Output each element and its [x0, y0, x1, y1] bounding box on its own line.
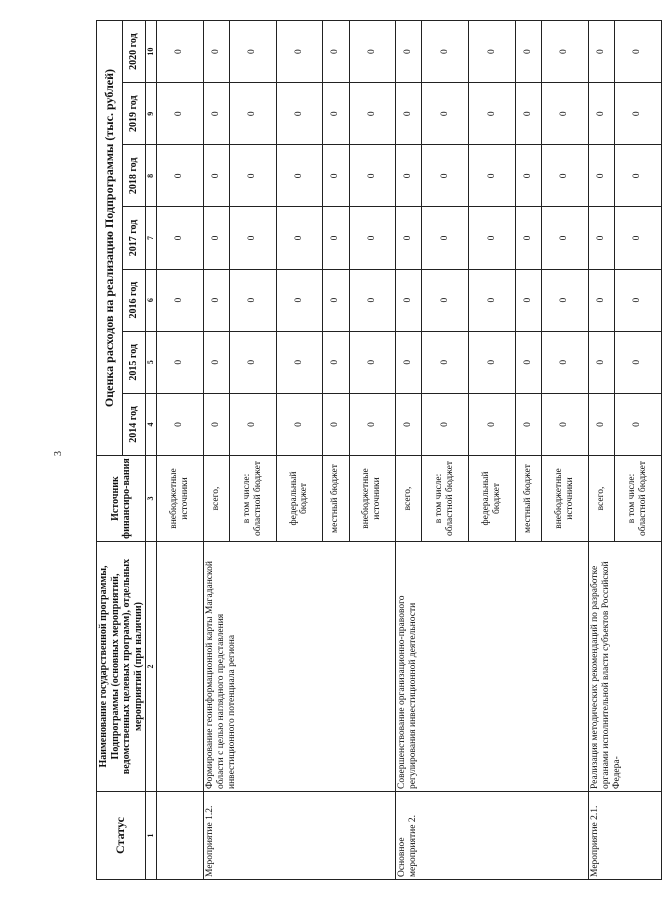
source-cell: внебюджетные источники	[542, 456, 589, 542]
column-number: 4	[146, 393, 157, 455]
value-cell: 0	[276, 145, 323, 207]
rotated-page	[96, 20, 648, 880]
column-number: 6	[146, 269, 157, 331]
header-year: 2017 год	[123, 207, 146, 269]
source-cell: в том числе: областной бюджет	[614, 456, 661, 542]
value-cell: 0	[157, 21, 204, 83]
value-cell: 0	[349, 393, 396, 455]
value-cell: 0	[276, 393, 323, 455]
value-cell: 0	[614, 331, 661, 393]
measure-name-cell: Реализация методических рекомендаций по разработке органами исполнительной власти субъектов Российской Федера-	[588, 542, 661, 792]
value-cell: 0	[542, 331, 589, 393]
value-cell: 0	[323, 21, 349, 83]
status-cell: Мероприятие 2.1.	[588, 792, 661, 880]
value-cell: 0	[588, 393, 614, 455]
value-cell: 0	[422, 269, 469, 331]
column-number: 9	[146, 83, 157, 145]
value-cell: 0	[157, 331, 204, 393]
column-number: 1	[146, 792, 157, 880]
header-status: Статус	[97, 792, 146, 880]
value-cell: 0	[229, 331, 276, 393]
value-cell: 0	[588, 83, 614, 145]
table-row	[396, 21, 422, 880]
value-cell: 0	[515, 83, 541, 145]
page-number: 3	[53, 451, 64, 456]
value-cell: 0	[614, 269, 661, 331]
value-cell: 0	[203, 21, 229, 83]
column-number: 5	[146, 331, 157, 393]
header-year: 2018 год	[123, 145, 146, 207]
value-cell: 0	[422, 83, 469, 145]
source-cell: всего,	[396, 456, 422, 542]
value-cell: 0	[229, 21, 276, 83]
value-cell: 0	[323, 207, 349, 269]
value-cell: 0	[515, 331, 541, 393]
value-cell: 0	[396, 83, 422, 145]
value-cell: 0	[515, 269, 541, 331]
column-number: 3	[146, 456, 157, 542]
value-cell: 0	[229, 393, 276, 455]
value-cell: 0	[542, 21, 589, 83]
value-cell: 0	[396, 21, 422, 83]
value-cell: 0	[396, 207, 422, 269]
header-year: 2015 год	[123, 331, 146, 393]
table-row	[588, 21, 614, 880]
source-cell: всего,	[203, 456, 229, 542]
value-cell: 0	[276, 331, 323, 393]
value-cell: 0	[396, 393, 422, 455]
value-cell: 0	[469, 21, 516, 83]
value-cell: 0	[469, 393, 516, 455]
value-cell: 0	[422, 21, 469, 83]
value-cell: 0	[469, 83, 516, 145]
source-cell: в том числе: областной бюджет	[229, 456, 276, 542]
value-cell: 0	[203, 207, 229, 269]
value-cell: 0	[203, 83, 229, 145]
source-cell: внебюджетные источники	[349, 456, 396, 542]
source-cell: в том числе: областной бюджет	[422, 456, 469, 542]
value-cell: 0	[396, 331, 422, 393]
value-cell: 0	[422, 393, 469, 455]
value-cell: 0	[588, 145, 614, 207]
header-year: 2014 год	[123, 393, 146, 455]
value-cell: 0	[614, 145, 661, 207]
value-cell: 0	[588, 331, 614, 393]
header-year: 2019 год	[123, 83, 146, 145]
value-cell: 0	[229, 145, 276, 207]
source-cell: местный бюджет	[515, 456, 541, 542]
column-number: 2	[146, 542, 157, 792]
status-cell: Основное мероприятие 2.	[396, 792, 589, 880]
value-cell: 0	[422, 207, 469, 269]
value-cell: 0	[276, 207, 323, 269]
value-cell: 0	[542, 145, 589, 207]
table-row	[203, 21, 229, 880]
value-cell: 0	[542, 393, 589, 455]
value-cell: 0	[588, 207, 614, 269]
value-cell: 0	[515, 393, 541, 455]
value-cell: 0	[203, 269, 229, 331]
source-cell: всего,	[588, 456, 614, 542]
column-number: 10	[146, 21, 157, 83]
financing-table	[96, 20, 662, 880]
value-cell: 0	[614, 393, 661, 455]
value-cell: 0	[276, 269, 323, 331]
value-cell: 0	[323, 393, 349, 455]
value-cell: 0	[157, 393, 204, 455]
value-cell: 0	[614, 207, 661, 269]
value-cell: 0	[276, 83, 323, 145]
table-row	[157, 21, 204, 880]
header-name: Наименование государственной программы, Подпрограммы (основных мероприятий, ведомственных целевых программ), отдельных мероприятий (при наличии)	[97, 542, 146, 792]
value-cell: 0	[469, 145, 516, 207]
value-cell: 0	[422, 145, 469, 207]
value-cell: 0	[323, 269, 349, 331]
status-cell: Мероприятие 1.2.	[203, 792, 396, 880]
value-cell: 0	[157, 83, 204, 145]
header-year: 2016 год	[123, 269, 146, 331]
value-cell: 0	[203, 393, 229, 455]
value-cell: 0	[469, 207, 516, 269]
source-cell: федеральный бюджет	[276, 456, 323, 542]
value-cell: 0	[614, 21, 661, 83]
value-cell: 0	[542, 83, 589, 145]
value-cell: 0	[515, 207, 541, 269]
value-cell: 0	[229, 83, 276, 145]
value-cell: 0	[542, 269, 589, 331]
header-year: 2020 год	[123, 21, 146, 83]
source-cell: местный бюджет	[323, 456, 349, 542]
value-cell: 0	[515, 145, 541, 207]
value-cell: 0	[515, 21, 541, 83]
value-cell: 0	[349, 21, 396, 83]
header-source: Источник финансиро-вания	[97, 456, 146, 542]
source-cell: федеральный бюджет	[469, 456, 516, 542]
value-cell: 0	[349, 83, 396, 145]
value-cell: 0	[469, 331, 516, 393]
value-cell: 0	[349, 207, 396, 269]
value-cell: 0	[469, 269, 516, 331]
value-cell: 0	[588, 21, 614, 83]
value-cell: 0	[323, 83, 349, 145]
measure-name-cell: Совершенствование организационно-правового регулирования инвестиционной деятельности	[396, 542, 589, 792]
column-number: 8	[146, 145, 157, 207]
value-cell: 0	[323, 145, 349, 207]
header-estimate: Оценка расходов на реализацию Подпрограммы (тыс. рублей)	[97, 21, 123, 456]
value-cell: 0	[588, 269, 614, 331]
value-cell: 0	[203, 331, 229, 393]
column-number: 7	[146, 207, 157, 269]
value-cell: 0	[157, 207, 204, 269]
value-cell: 0	[422, 331, 469, 393]
value-cell: 0	[614, 83, 661, 145]
value-cell: 0	[229, 269, 276, 331]
value-cell: 0	[157, 269, 204, 331]
value-cell: 0	[229, 207, 276, 269]
value-cell: 0	[349, 331, 396, 393]
value-cell: 0	[396, 269, 422, 331]
value-cell: 0	[349, 145, 396, 207]
source-cell: внебюджетные источники	[157, 456, 204, 542]
value-cell: 0	[542, 207, 589, 269]
value-cell: 0	[323, 331, 349, 393]
value-cell: 0	[349, 269, 396, 331]
value-cell: 0	[203, 145, 229, 207]
value-cell: 0	[276, 21, 323, 83]
value-cell: 0	[157, 145, 204, 207]
measure-name-cell: Формирование геоинформационной карты Магаданской области с целью наглядного представления инвестиционного потенциала региона	[203, 542, 396, 792]
value-cell: 0	[396, 145, 422, 207]
